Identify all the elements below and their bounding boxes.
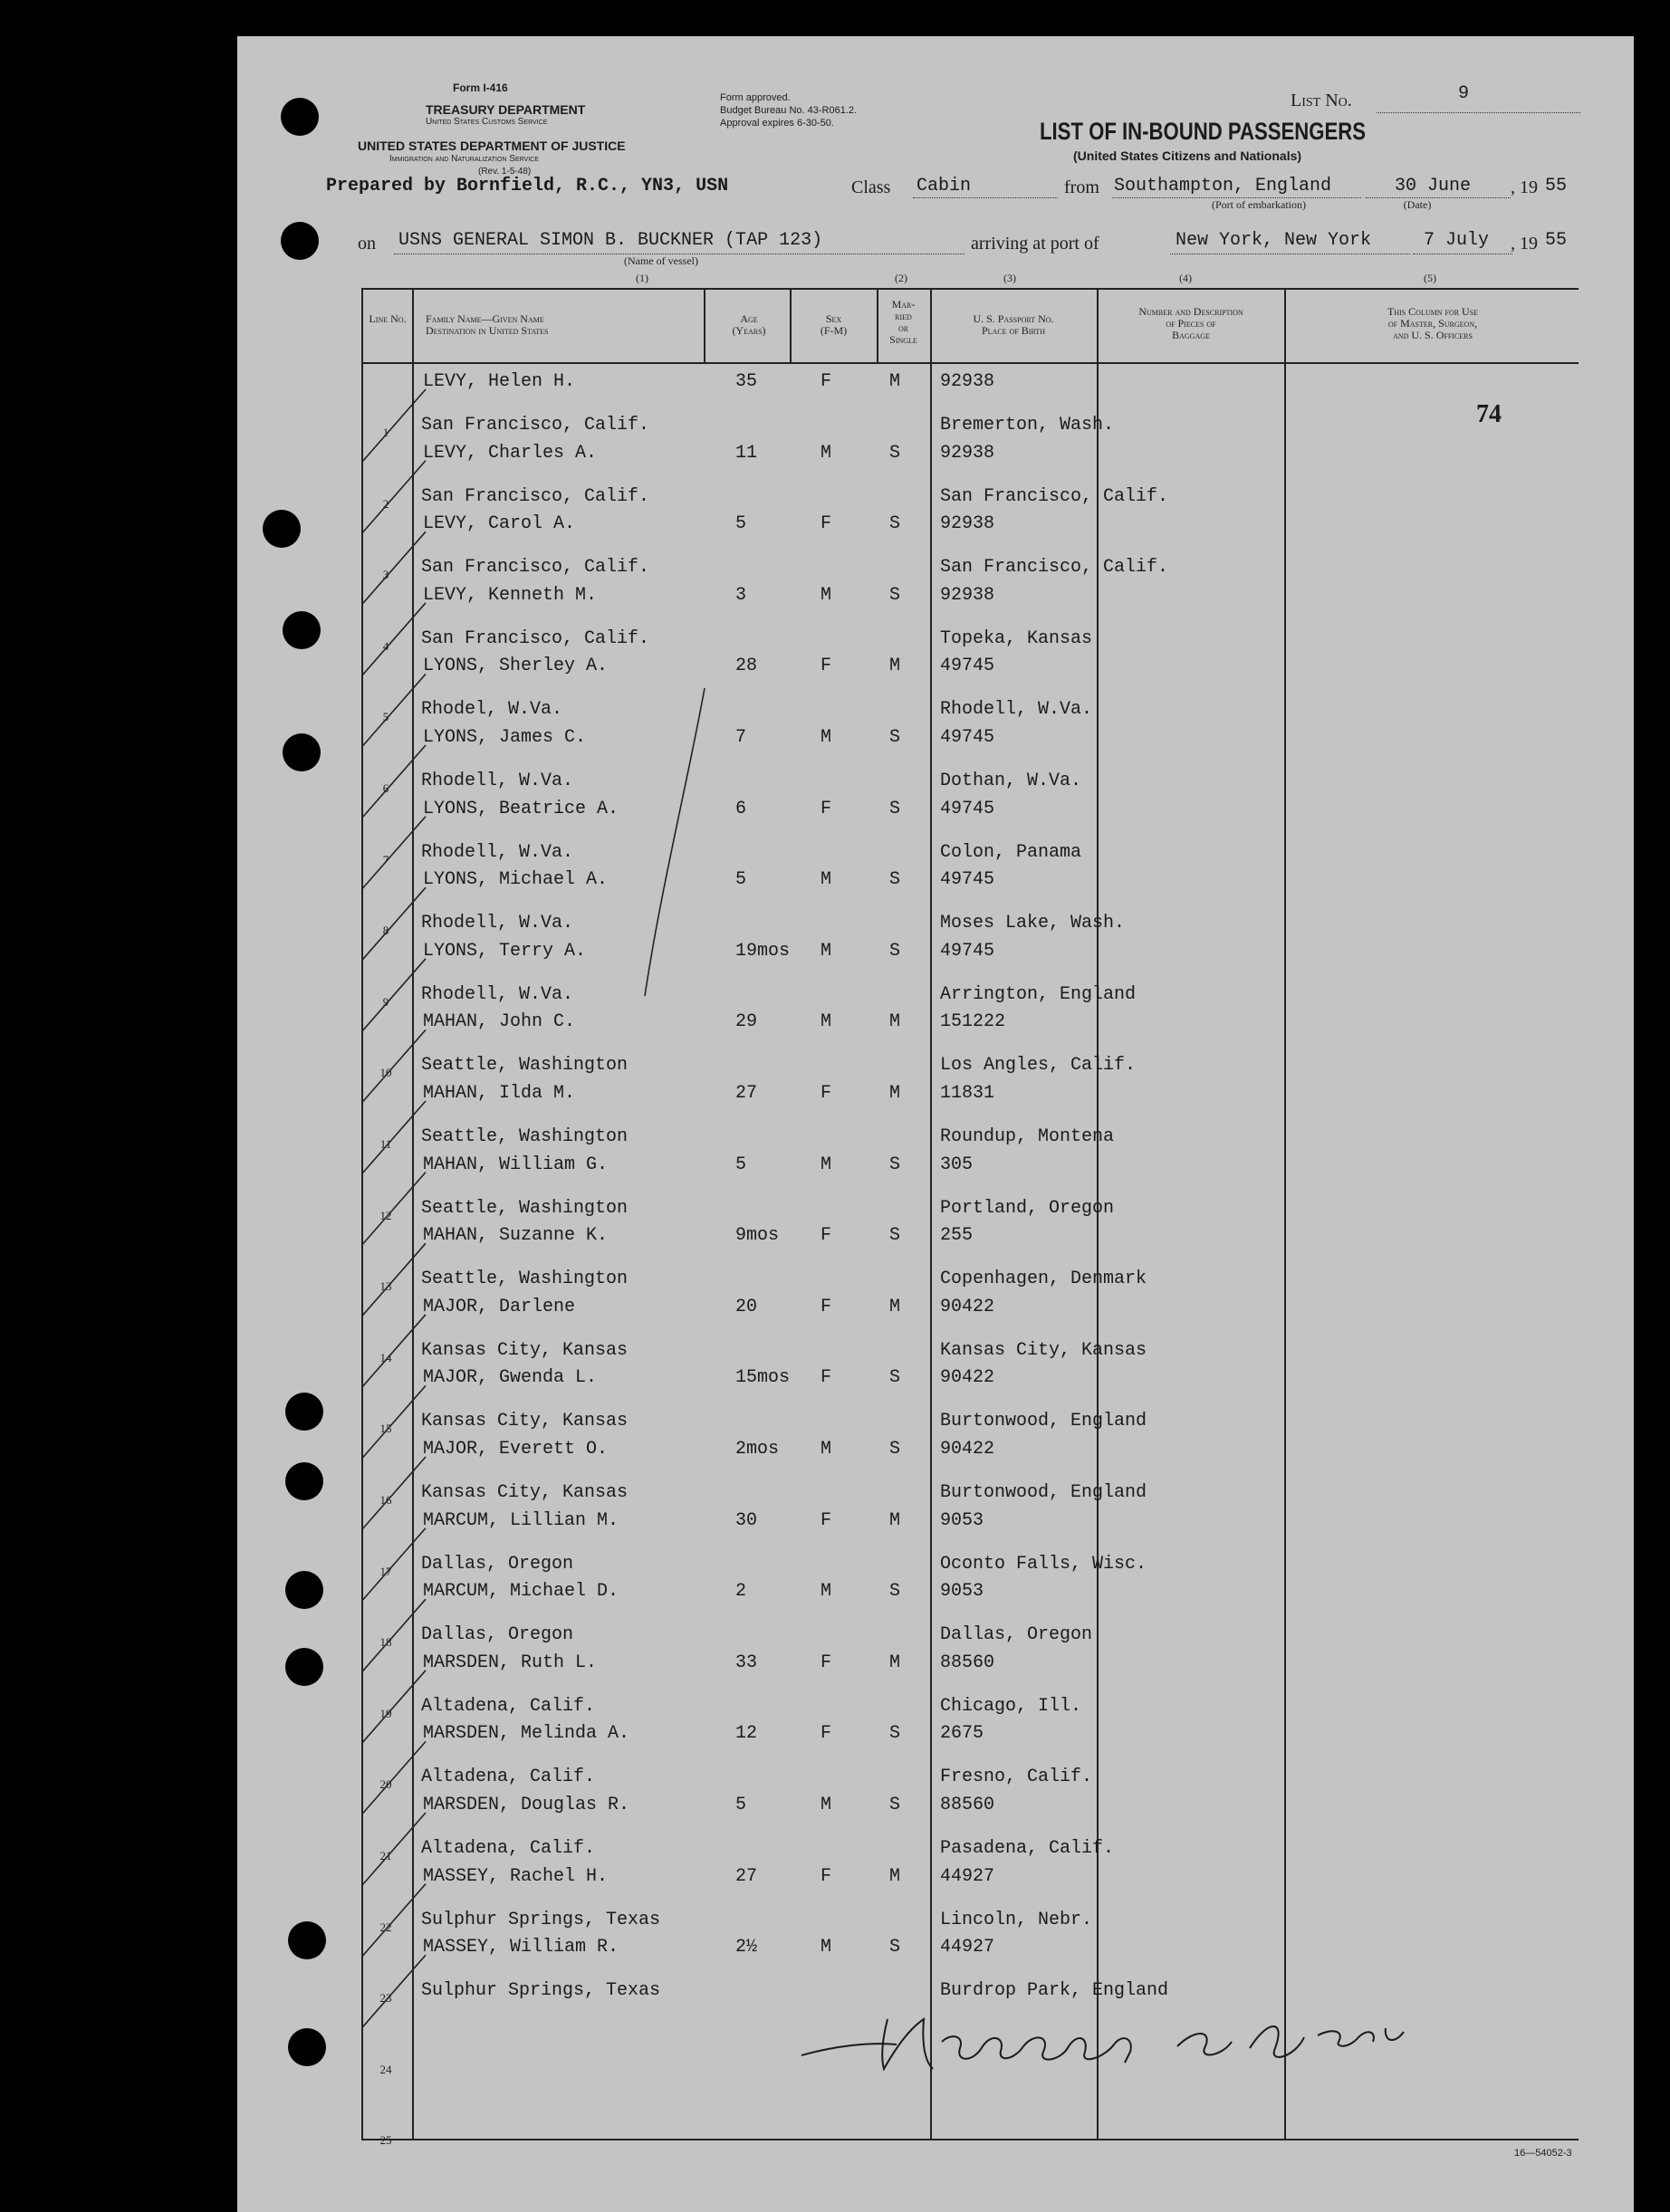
line-number: 14 bbox=[379, 1350, 392, 1365]
destination: Dallas, Oregon bbox=[421, 1553, 574, 1575]
officer-annotation: 74 bbox=[1476, 400, 1502, 428]
passport-number: 92938 bbox=[940, 442, 995, 464]
embarkation-port: Southampton, England bbox=[1114, 176, 1332, 196]
destination: Dallas, Oregon bbox=[421, 1624, 574, 1646]
passenger-marital-status: S bbox=[889, 513, 901, 535]
passport-number: 9053 bbox=[940, 1509, 984, 1531]
check-mark bbox=[362, 461, 426, 533]
passenger-sex: F bbox=[821, 1652, 832, 1673]
header-passport-birthplace: U. S. Passport No. Place of Birth bbox=[973, 312, 1054, 337]
from-label: from bbox=[1064, 177, 1099, 197]
approval-line: Budget Bureau No. 43-R061.2. bbox=[720, 105, 858, 116]
passenger-name: MASSEY, Rachel H. bbox=[423, 1865, 609, 1887]
passport-number: 11831 bbox=[940, 1083, 995, 1104]
place-of-birth: Oconto Falls, Wisc. bbox=[940, 1553, 1147, 1575]
destination: Rhodell, W.Va. bbox=[421, 913, 574, 934]
passenger-sex: M bbox=[821, 1439, 832, 1460]
passenger-marital-status: S bbox=[889, 869, 901, 891]
passenger-sex: F bbox=[821, 371, 832, 392]
passenger-name: MAJOR, Darlene bbox=[423, 1296, 576, 1317]
list-no-label: List No. bbox=[1291, 91, 1352, 110]
passenger-marital-status: S bbox=[889, 442, 901, 464]
arriving-label: arriving at port of bbox=[971, 234, 1099, 254]
passport-number: 88560 bbox=[940, 1795, 995, 1815]
revision: (Rev. 1-5-48) bbox=[478, 167, 532, 177]
line-number: 19 bbox=[379, 1706, 392, 1720]
passenger-sex: F bbox=[821, 1367, 832, 1389]
passenger-sex: M bbox=[821, 1011, 832, 1033]
place-of-birth: Burdrop Park, England bbox=[940, 1980, 1169, 2002]
destination: Sulphur Springs, Texas bbox=[421, 1980, 661, 2002]
line-number: 8 bbox=[382, 924, 389, 938]
column-number: (2) bbox=[895, 272, 907, 284]
passenger-name: MASSEY, William R. bbox=[423, 1937, 619, 1958]
place-of-birth: Kansas City, Kansas bbox=[940, 1339, 1147, 1361]
passport-number: 88560 bbox=[940, 1652, 995, 1673]
check-mark bbox=[362, 745, 426, 818]
prepared-by: Prepared by Bornfield, R.C., YN3, USN bbox=[326, 176, 729, 196]
arrival-year: 55 bbox=[1545, 230, 1568, 251]
passenger-name: MAHAN, Ilda M. bbox=[423, 1083, 576, 1104]
destination: Seattle, Washington bbox=[421, 1126, 629, 1147]
passenger-marital-status: M bbox=[889, 1865, 901, 1887]
passport-number: 90422 bbox=[940, 1439, 995, 1460]
place-of-birth: Portland, Oregon bbox=[940, 1197, 1115, 1219]
line-number: 22 bbox=[379, 1920, 392, 1934]
passenger-marital-status: S bbox=[889, 1937, 901, 1958]
place-of-birth: Chicago, Ill. bbox=[940, 1695, 1082, 1717]
destination: Rhodell, W.Va. bbox=[421, 983, 574, 1005]
check-mark bbox=[362, 1315, 426, 1387]
embarkation-caption: (Port of embarkation) bbox=[1212, 198, 1306, 211]
passenger-age: 19mos bbox=[735, 940, 791, 962]
footer-code: 16—54052-3 bbox=[1514, 2148, 1572, 2159]
passenger-sex: M bbox=[821, 584, 832, 606]
place-of-birth: Dallas, Oregon bbox=[940, 1624, 1093, 1646]
place-of-birth: Burtonwood, England bbox=[940, 1411, 1147, 1432]
place-of-birth: San Francisco, Calif. bbox=[940, 557, 1169, 579]
passenger-marital-status: M bbox=[889, 656, 901, 677]
check-mark bbox=[362, 1243, 426, 1316]
passenger-age: 5 bbox=[735, 513, 747, 535]
place-of-birth: San Francisco, Calif. bbox=[940, 485, 1169, 507]
passenger-marital-status: S bbox=[889, 798, 901, 819]
passport-number: 92938 bbox=[940, 513, 995, 535]
line-number: 25 bbox=[379, 2133, 392, 2148]
passenger-age: 27 bbox=[735, 1865, 758, 1887]
passenger-sex: F bbox=[821, 1083, 832, 1104]
place-of-birth: Rhodell, W.Va. bbox=[940, 699, 1093, 721]
header-name-destination: Family Name—Given Name Destination in United States bbox=[426, 312, 549, 337]
class-label: Class bbox=[851, 177, 891, 197]
check-mark bbox=[362, 1813, 426, 1885]
place-of-birth: Dothan, W.Va. bbox=[940, 771, 1082, 791]
passenger-name: MARCUM, Lillian M. bbox=[423, 1509, 619, 1531]
passport-number: 44927 bbox=[940, 1865, 995, 1887]
passenger-sex: F bbox=[821, 1723, 832, 1745]
passenger-sex: M bbox=[821, 727, 832, 748]
destination: San Francisco, Calif. bbox=[421, 557, 650, 579]
department-of-justice: UNITED STATES DEPARTMENT OF JUSTICE bbox=[358, 139, 626, 153]
passenger-marital-status: M bbox=[889, 1509, 901, 1531]
line-number: 23 bbox=[379, 1991, 392, 2006]
line-number: 6 bbox=[382, 781, 389, 795]
passenger-sex: F bbox=[821, 1865, 832, 1887]
check-mark bbox=[362, 1884, 426, 1957]
passenger-sex: F bbox=[821, 1225, 832, 1247]
destination: Rhodell, W.Va. bbox=[421, 771, 574, 791]
line-number: 10 bbox=[379, 1066, 392, 1080]
approval-line: Approval expires 6-30-50. bbox=[720, 118, 834, 129]
passenger-age: 5 bbox=[735, 1795, 747, 1815]
check-mark bbox=[362, 1528, 426, 1601]
line-number: 16 bbox=[379, 1493, 392, 1507]
passenger-name: MAJOR, Everett O. bbox=[423, 1439, 609, 1460]
form-subtitle: (United States Citizens and Nationals) bbox=[1073, 148, 1302, 163]
passenger-age: 2 bbox=[735, 1581, 747, 1603]
place-of-birth: Copenhagen, Denmark bbox=[940, 1269, 1147, 1290]
check-mark bbox=[362, 887, 426, 960]
passenger-sex: M bbox=[821, 1795, 832, 1815]
passenger-name: MARCUM, Michael D. bbox=[423, 1581, 619, 1603]
list-no-value: 9 bbox=[1458, 83, 1470, 104]
passenger-name: LYONS, Terry A. bbox=[423, 940, 587, 962]
header-baggage: Number and Description of Pieces of Baggage bbox=[1138, 305, 1243, 341]
passport-number: 92938 bbox=[940, 371, 995, 392]
passenger-age: 2mos bbox=[735, 1439, 780, 1460]
passport-number: 2675 bbox=[940, 1723, 984, 1745]
passport-number: 44927 bbox=[940, 1937, 995, 1958]
class-value: Cabin bbox=[917, 176, 972, 196]
passenger-marital-status: M bbox=[889, 1296, 901, 1317]
passenger-sex: M bbox=[821, 869, 832, 891]
passenger-age: 5 bbox=[735, 1154, 747, 1175]
destination: Sulphur Springs, Texas bbox=[421, 1909, 661, 1930]
passport-number: 151222 bbox=[940, 1011, 1006, 1033]
line-number: 3 bbox=[382, 568, 389, 582]
check-mark bbox=[362, 674, 426, 746]
passenger-marital-status: S bbox=[889, 1225, 901, 1247]
passport-number: 92938 bbox=[940, 584, 995, 606]
place-of-birth: Arrington, England bbox=[940, 983, 1137, 1005]
customs-service: United States Customs Service bbox=[426, 117, 548, 127]
passenger-sex: F bbox=[821, 1296, 832, 1317]
passenger-name: LEVY, Helen H. bbox=[423, 371, 576, 392]
passenger-age: 33 bbox=[735, 1652, 758, 1673]
passenger-sex: F bbox=[821, 656, 832, 677]
passenger-sex: M bbox=[821, 940, 832, 962]
header-age: Age (Years) bbox=[732, 312, 766, 337]
passenger-marital-status: S bbox=[889, 1581, 901, 1603]
line-number: 17 bbox=[379, 1564, 392, 1578]
passenger-sex: M bbox=[821, 442, 832, 464]
passport-number: 9053 bbox=[940, 1581, 984, 1603]
place-of-birth: Moses Lake, Wash. bbox=[940, 913, 1126, 934]
header-line-no: Line No. bbox=[369, 312, 407, 325]
destination: San Francisco, Calif. bbox=[421, 627, 650, 649]
passenger-marital-status: M bbox=[889, 1652, 901, 1673]
place-of-birth: Roundup, Montena bbox=[940, 1126, 1115, 1147]
passenger-marital-status: S bbox=[889, 1439, 901, 1460]
passenger-age: 6 bbox=[735, 798, 747, 819]
place-of-birth: Burtonwood, England bbox=[940, 1482, 1147, 1503]
passenger-age: 2½ bbox=[735, 1937, 758, 1958]
line-number: 5 bbox=[382, 710, 389, 724]
passenger-age: 11 bbox=[735, 442, 758, 464]
passenger-age: 7 bbox=[735, 727, 747, 748]
passenger-marital-status: S bbox=[889, 1367, 901, 1389]
check-mark bbox=[362, 1029, 426, 1102]
approval-line: Form approved. bbox=[720, 92, 791, 103]
check-mark bbox=[362, 1385, 426, 1458]
header-married-single: Mar- ried or Single bbox=[889, 298, 917, 346]
line-number: 7 bbox=[382, 852, 389, 867]
passenger-age: 20 bbox=[735, 1296, 758, 1317]
line-number: 4 bbox=[382, 638, 389, 653]
passenger-name: MAJOR, Gwenda L. bbox=[423, 1367, 598, 1389]
check-mark bbox=[362, 959, 426, 1031]
passport-number: 49745 bbox=[940, 798, 995, 819]
embarkation-year: 55 bbox=[1545, 176, 1568, 196]
passport-number: 305 bbox=[940, 1154, 974, 1175]
line-number: 1 bbox=[382, 426, 389, 439]
treasury-department: TREASURY DEPARTMENT bbox=[426, 102, 586, 117]
destination: Kansas City, Kansas bbox=[421, 1482, 629, 1503]
passenger-age: 28 bbox=[735, 656, 758, 677]
line-number: 24 bbox=[379, 2062, 392, 2076]
destination: San Francisco, Calif. bbox=[421, 485, 650, 507]
destination: Rhodel, W.Va. bbox=[421, 699, 563, 721]
passenger-age: 29 bbox=[735, 1011, 758, 1033]
form-number: Form I-416 bbox=[453, 81, 508, 94]
embarkation-date: 30 June bbox=[1395, 176, 1472, 196]
passenger-marital-status: S bbox=[889, 1723, 901, 1745]
check-mark bbox=[362, 389, 426, 462]
passenger-age: 15mos bbox=[735, 1367, 791, 1389]
place-of-birth: Pasadena, Calif. bbox=[940, 1838, 1115, 1859]
destination: Altadena, Calif. bbox=[421, 1838, 596, 1859]
ins-service: Immigration and Naturalization Service bbox=[389, 154, 539, 164]
passenger-name: LYONS, Michael A. bbox=[423, 869, 609, 891]
passenger-age: 35 bbox=[735, 371, 758, 392]
passport-number: 255 bbox=[940, 1225, 974, 1247]
place-of-birth: Fresno, Calif. bbox=[940, 1767, 1093, 1788]
passport-number: 49745 bbox=[940, 869, 995, 891]
passenger-name: LEVY, Charles A. bbox=[423, 442, 598, 464]
passenger-marital-status: S bbox=[889, 1154, 901, 1175]
line-number: 11 bbox=[379, 1137, 392, 1151]
check-mark bbox=[362, 1173, 426, 1245]
destination: San Francisco, Calif. bbox=[421, 415, 650, 436]
passport-number: 49745 bbox=[940, 940, 995, 962]
column-number: (4) bbox=[1179, 272, 1192, 284]
arrival-year-prefix: , 19 bbox=[1511, 234, 1538, 254]
passenger-marital-status: S bbox=[889, 1795, 901, 1815]
place-of-birth: Lincoln, Nebr. bbox=[940, 1909, 1093, 1930]
passenger-marital-status: M bbox=[889, 371, 901, 392]
on-label: on bbox=[358, 234, 376, 254]
column-number: (3) bbox=[1003, 272, 1016, 284]
check-mark bbox=[362, 531, 426, 604]
passenger-age: 3 bbox=[735, 584, 747, 606]
passenger-sex: M bbox=[821, 1937, 832, 1958]
place-of-birth: Colon, Panama bbox=[940, 841, 1082, 863]
passenger-marital-status: M bbox=[889, 1083, 901, 1104]
column-number: (5) bbox=[1424, 272, 1436, 284]
passenger-name: MAHAN, Suzanne K. bbox=[423, 1225, 609, 1247]
passenger-sex: F bbox=[821, 1509, 832, 1531]
line-number: 12 bbox=[379, 1208, 392, 1222]
line-number: 15 bbox=[379, 1422, 392, 1436]
arrival-port: New York, New York bbox=[1176, 230, 1372, 251]
passenger-name: LYONS, Sherley A. bbox=[423, 656, 609, 677]
passenger-age: 5 bbox=[735, 869, 747, 891]
destination: Seattle, Washington bbox=[421, 1269, 629, 1290]
passport-number: 49745 bbox=[940, 656, 995, 677]
line-number: 13 bbox=[379, 1279, 392, 1294]
embark-year-prefix: , 19 bbox=[1511, 177, 1538, 197]
passenger-age: 30 bbox=[735, 1509, 758, 1531]
passenger-marital-status: M bbox=[889, 1011, 901, 1033]
line-number: 2 bbox=[382, 496, 389, 511]
passenger-name: MAHAN, William G. bbox=[423, 1154, 609, 1175]
form-title: LIST OF IN-BOUND PASSENGERS bbox=[1040, 118, 1367, 145]
passenger-sex: F bbox=[821, 513, 832, 535]
passenger-marital-status: S bbox=[889, 727, 901, 748]
place-of-birth: Los Angles, Calif. bbox=[940, 1055, 1137, 1077]
check-mark bbox=[362, 1457, 426, 1529]
line-number: 20 bbox=[379, 1777, 392, 1792]
check-mark bbox=[362, 1741, 426, 1814]
check-mark bbox=[362, 1955, 426, 2027]
passenger-marital-status: S bbox=[889, 940, 901, 962]
passenger-age: 27 bbox=[735, 1083, 758, 1104]
bracket-stroke bbox=[645, 688, 705, 996]
passenger-name: LYONS, Beatrice A. bbox=[423, 798, 619, 819]
line-number: 18 bbox=[379, 1635, 392, 1650]
header-officers-use: This Column for Use of Master, Surgeon, and U. S. Officers bbox=[1387, 305, 1479, 341]
place-of-birth: Topeka, Kansas bbox=[940, 627, 1093, 649]
passenger-marital-status: S bbox=[889, 584, 901, 606]
place-of-birth: Bremerton, Wash. bbox=[940, 415, 1115, 436]
check-mark bbox=[362, 603, 426, 675]
passport-number: 49745 bbox=[940, 727, 995, 748]
passenger-name: LEVY, Kenneth M. bbox=[423, 584, 598, 606]
passenger-name: MARSDEN, Melinda A. bbox=[423, 1723, 630, 1745]
destination: Seattle, Washington bbox=[421, 1197, 629, 1219]
destination: Kansas City, Kansas bbox=[421, 1411, 629, 1432]
destination: Kansas City, Kansas bbox=[421, 1339, 629, 1361]
passenger-sex: F bbox=[821, 798, 832, 819]
destination: Rhodell, W.Va. bbox=[421, 841, 574, 863]
passenger-sex: M bbox=[821, 1154, 832, 1175]
arrival-date: 7 July bbox=[1424, 230, 1490, 251]
passport-number: 90422 bbox=[940, 1367, 995, 1389]
passenger-age: 12 bbox=[735, 1723, 758, 1745]
column-number: (1) bbox=[636, 272, 648, 284]
destination: Altadena, Calif. bbox=[421, 1695, 596, 1717]
destination: Altadena, Calif. bbox=[421, 1767, 596, 1788]
passenger-name: MAHAN, John C. bbox=[423, 1011, 576, 1033]
check-mark bbox=[362, 817, 426, 889]
vessel-name: USNS GENERAL SIMON B. BUCKNER (TAP 123) bbox=[398, 230, 823, 251]
passport-number: 90422 bbox=[940, 1296, 995, 1317]
check-mark bbox=[362, 1671, 426, 1743]
date-caption: (Date) bbox=[1403, 198, 1432, 211]
vessel-caption: (Name of vessel) bbox=[624, 254, 698, 267]
passenger-name: LYONS, James C. bbox=[423, 727, 587, 748]
passenger-name: MARSDEN, Douglas R. bbox=[423, 1795, 630, 1815]
passenger-sex: M bbox=[821, 1581, 832, 1603]
destination: Seattle, Washington bbox=[421, 1055, 629, 1077]
line-number: 21 bbox=[379, 1849, 392, 1862]
inspector-signature bbox=[797, 1992, 1449, 2092]
header-sex: Sex (F-M) bbox=[820, 312, 848, 337]
line-number: 9 bbox=[382, 994, 389, 1009]
passenger-age: 9mos bbox=[735, 1225, 780, 1247]
passenger-name: MARSDEN, Ruth L. bbox=[423, 1652, 598, 1673]
passenger-name: LEVY, Carol A. bbox=[423, 513, 576, 535]
check-mark bbox=[362, 1101, 426, 1173]
check-mark bbox=[362, 1599, 426, 1671]
